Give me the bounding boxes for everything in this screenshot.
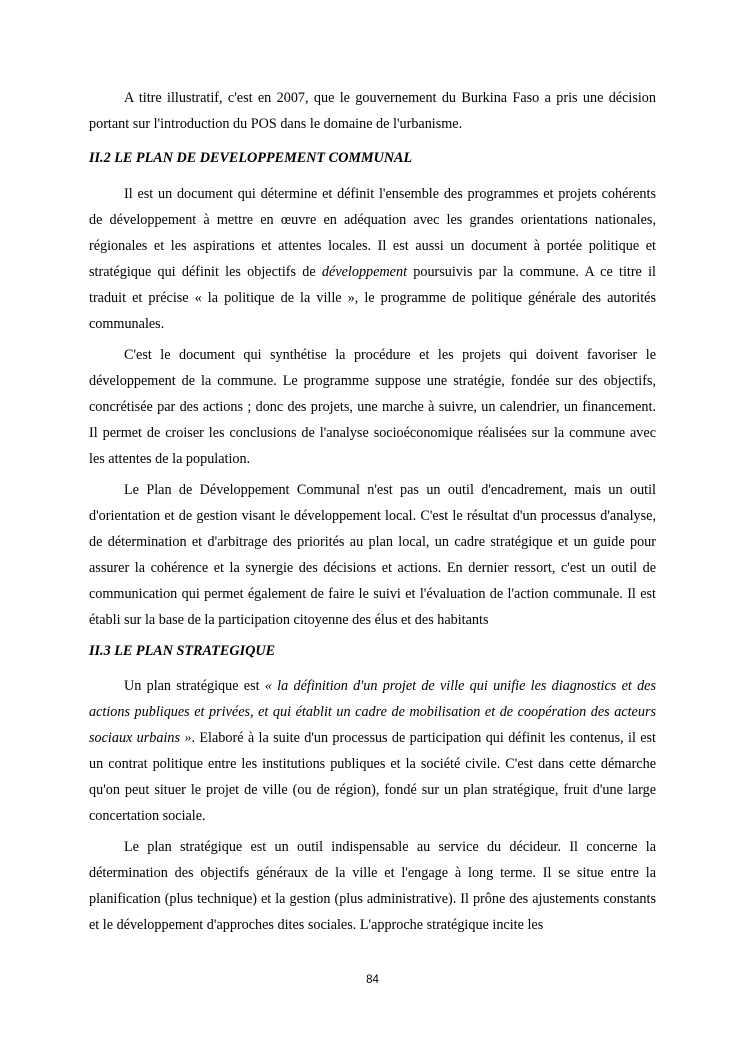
section-3-paragraph-1-end: . Elaboré à la suite d'un processus de participation qui définit les contenus, il est un contrat politique entre les institutions publiques et la société civile. C'est dans cette démarche qu'on peut situer le projet de ville (ou de région), fondé sur un plan stratégique, fruit d'une large concertation sociale. [89, 730, 656, 824]
section-3-paragraph-1-start: Un plan stratégique est [124, 678, 265, 694]
page-body [89, 85, 656, 938]
section-heading-plan-strategique: II.3 LE PLAN STRATEGIQUE [89, 643, 276, 659]
intro-paragraph: A titre illustratif, c'est en 2007, que le gouvernement du Burkina Faso a pris une décision portant sur l'introduction du POS dans le domaine de l'urbanisme. [89, 90, 656, 132]
section-heading-plan-developpement-communal: II.2 LE PLAN DE DEVELOPPEMENT COMMUNAL [89, 150, 413, 166]
section-2-paragraph-3: Le Plan de Développement Communal n'est pas un outil d'encadrement, mais un outil d'orientation et de gestion visant le développement local. C'est le résultat d'un processus d'analyse, de détermination et d'arbitrage des priorités au plan local, un cadre stratégique et un guide pour assurer la cohérence et la synergie des décisions et actions. En dernier ressort, c'est un outil de communication qui permet également de faire le suivi et l'évaluation de l'action communale. Il est établi sur la base de la participation citoyenne des élus et des habitants [89, 482, 656, 628]
section-2-paragraph-1-end: poursuivis par la commune. A ce titre il traduit et précise « la politique de la ville », le programme de politique générale des autorités communales. [89, 264, 656, 332]
page-number: 84 [366, 974, 379, 986]
emphasis-developpement: développement [321, 264, 408, 280]
section-3-paragraph-1 [89, 673, 656, 829]
section-2-paragraph-1-start: Il est un document qui détermine et définit l'ensemble des programmes et projets cohérents de développement à mettre en œuvre en adéquation avec les grandes orientations nationales, régionales et les aspirations et attentes locales. Il est aussi un document à portée politique et stratégique qui définit les objectifs de [89, 186, 656, 280]
section-3-paragraph-2: Le plan stratégique est un outil indispensable au service du décideur. Il concerne la détermination des objectifs généraux de la ville et l'engage à long terme. Il se situe entre la planification (plus technique) et la gestion (plus administrative). Il prône des ajustements constants et le développement d'approches dites sociales. L'approche stratégique incite les [89, 839, 656, 933]
definition-quote: « la définition d'un projet de ville qui unifie les diagnostics et des actions publiques et privées, et qui établit un cadre de mobilisation et de coopération des acteurs sociaux urbains » [89, 678, 656, 746]
section-2-paragraph-2: C'est le document qui synthétise la procédure et les projets qui doivent favoriser le développement de la commune. Le programme suppose une stratégie, fondée sur des objectifs, concrétisée par des actions ; donc des projets, une marche à suivre, un calendrier, un financement. Il permet de croiser les conclusions de l'analyse socioéconomique réalisées sur la commune avec les attentes de la population. [89, 347, 656, 467]
section-2-paragraph-1 [89, 181, 656, 337]
